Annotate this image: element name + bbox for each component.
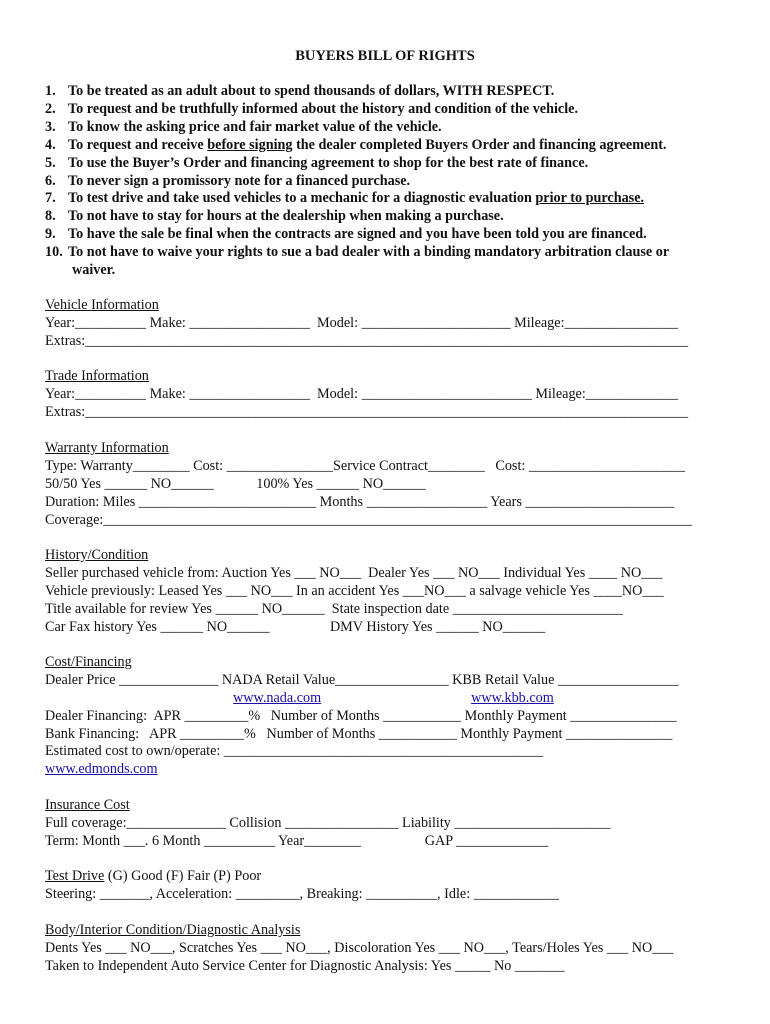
section-heading: Vehicle Information (45, 297, 159, 313)
right-number: 9. (45, 226, 56, 243)
section-heading: Test Drive (45, 868, 105, 884)
right-text: To use the Buyer’s Order and financing agreement to shop for the best rate of finance. (68, 154, 589, 171)
right-item (45, 155, 745, 173)
right-number: 5. (45, 154, 56, 171)
dealer-financing-fields[interactable]: Dealer Financing: APR _________% Number of Months ___________ Monthly Payment _______________ (45, 707, 677, 724)
warranty-coverage-type-fields[interactable]: 50/50 Yes ______ NO______ 100% Yes ______ NO______ (45, 475, 426, 492)
section-heading: Trade Information (45, 368, 149, 384)
section-heading: Cost/Financing (45, 654, 132, 670)
right-text: the dealer completed Buyers Order and financing agreement. (292, 136, 667, 153)
coverage-fields[interactable]: Full coverage:______________ Collision ________________ Liability ______________________ (45, 814, 611, 831)
right-text: To never sign a promissory note for a financed purchase. (68, 172, 411, 189)
insurance-cost-section (45, 797, 611, 851)
nada-link[interactable]: www.nada.com (233, 689, 322, 706)
price-fields[interactable]: Dealer Price ______________ NADA Retail Value________________ KBB Retail Value _________________ (45, 671, 679, 688)
right-item (45, 173, 745, 191)
right-number: 3. (45, 118, 56, 135)
carfax-dmv-fields[interactable]: Car Fax history Yes ______ NO______ DMV History Yes ______ NO______ (45, 618, 546, 635)
right-item (45, 244, 745, 280)
test-drive-section (45, 868, 559, 904)
kbb-link[interactable]: www.kbb.com (471, 689, 554, 706)
body-condition-fields[interactable]: Dents Yes ___ NO___, Scratches Yes ___ NO___, Discoloration Yes ___ NO___, Tears/Holes Yes ___ NO___ (45, 939, 674, 956)
right-text: To not have to stay for hours at the dealership when making a purchase. (68, 208, 504, 225)
diagnostic-analysis-fields[interactable]: Taken to Independent Auto Service Center for Diagnostic Analysis: Yes _____ No _______ (45, 957, 565, 974)
right-text: To not have to waive your rights to sue a bad dealer with a binding mandatory arbitration clause or (68, 244, 670, 261)
term-fields[interactable]: Term: Month ___. 6 Month __________ Year________ GAP _____________ (45, 832, 549, 849)
right-number: 1. (45, 83, 56, 99)
vehicle-extras-field[interactable]: Extras:_____________________________________________________________________________________ (45, 332, 689, 349)
page-title: BUYERS BILL OF RIGHTS (295, 48, 475, 64)
warranty-type-fields[interactable]: Type: Warranty________ Cost: _______________Service Contract________ Cost: ______________________ (45, 457, 685, 474)
right-number: 7. (45, 190, 56, 207)
vehicle-information-section (45, 297, 688, 351)
right-item (45, 190, 745, 208)
title-inspection-fields[interactable]: Title available for review Yes ______ NO______ State inspection date ________________________ (45, 600, 623, 617)
right-text: To test drive and take used vehicles to a mechanic for a diagnostic evaluation (68, 190, 536, 207)
cost-financing-section (45, 654, 679, 779)
right-text-emphasis: before signing (207, 136, 293, 153)
test-drive-heading-row (45, 868, 559, 886)
right-item (45, 226, 745, 244)
right-number: 2. (45, 100, 56, 117)
trade-information-section (45, 368, 688, 422)
estimated-cost-field[interactable]: Estimated cost to own/operate: _____________________________________________ (45, 743, 544, 760)
section-heading: Warranty Information (45, 440, 169, 456)
right-number: 10. (45, 244, 63, 261)
value-links-row (45, 690, 679, 708)
right-item (45, 101, 745, 119)
bank-financing-fields[interactable]: Bank Financing: APR _________% Number of Months ___________ Monthly Payment _______________ (45, 725, 673, 742)
right-text: To know the asking price and fair market value of the vehicle. (68, 118, 442, 135)
vehicle-fields[interactable]: Year:__________ Make: _________________ Model: _____________________ Mileage:________________ (45, 314, 679, 331)
right-number: 6. (45, 172, 56, 189)
right-item (45, 83, 745, 101)
trade-extras-field[interactable]: Extras:_____________________________________________________________________________________ (45, 403, 689, 420)
warranty-information-section (45, 440, 692, 529)
section-heading: Insurance Cost (45, 797, 130, 813)
rating-legend: (G) Good (F) Fair (P) Poor (104, 868, 262, 884)
edmunds-link-row (45, 761, 679, 779)
right-text-emphasis: prior to purchase. (535, 190, 645, 207)
right-text: To have the sale be final when the contracts are signed and you have been told you are financed. (68, 226, 647, 243)
right-text-continuation: waiver. (72, 262, 116, 279)
edmunds-link[interactable]: www.edmonds.com (45, 761, 158, 778)
right-text: To be treated as an adult about to spend thousands of dollars, WITH RESPECT. (68, 83, 555, 99)
test-drive-fields[interactable]: Steering: _______, Acceleration: _________, Breaking: __________, Idle: ____________ (45, 885, 559, 902)
vehicle-previous-fields[interactable]: Vehicle previously: Leased Yes ___ NO___ In an accident Yes ___NO___ a salvage vehicle Yes ____NO___ (45, 582, 664, 599)
rights-list (45, 83, 745, 280)
warranty-duration-fields[interactable]: Duration: Miles _________________________ Months _________________ Years _____________________ (45, 493, 675, 510)
right-text: To request and receive (68, 136, 208, 153)
body-interior-section (45, 922, 674, 976)
right-number: 8. (45, 208, 56, 225)
history-condition-section (45, 547, 664, 636)
right-item (45, 208, 745, 226)
seller-source-fields[interactable]: Seller purchased vehicle from: Auction Yes ___ NO___ Dealer Yes ___ NO___ Individual Yes ____ NO___ (45, 564, 663, 581)
section-heading: Body/Interior Condition/Diagnostic Analysis (45, 922, 301, 938)
warranty-coverage-field[interactable]: Coverage:___________________________________________________________________________________ (45, 511, 693, 528)
section-heading: History/Condition (45, 547, 149, 563)
right-text: To request and be truthfully informed about the history and condition of the vehicle. (68, 100, 579, 117)
right-number: 4. (45, 136, 56, 153)
right-item (45, 137, 745, 155)
trade-fields[interactable]: Year:__________ Make: _________________ Model: ________________________ Mileage:_____________ (45, 385, 679, 402)
right-item (45, 119, 745, 137)
